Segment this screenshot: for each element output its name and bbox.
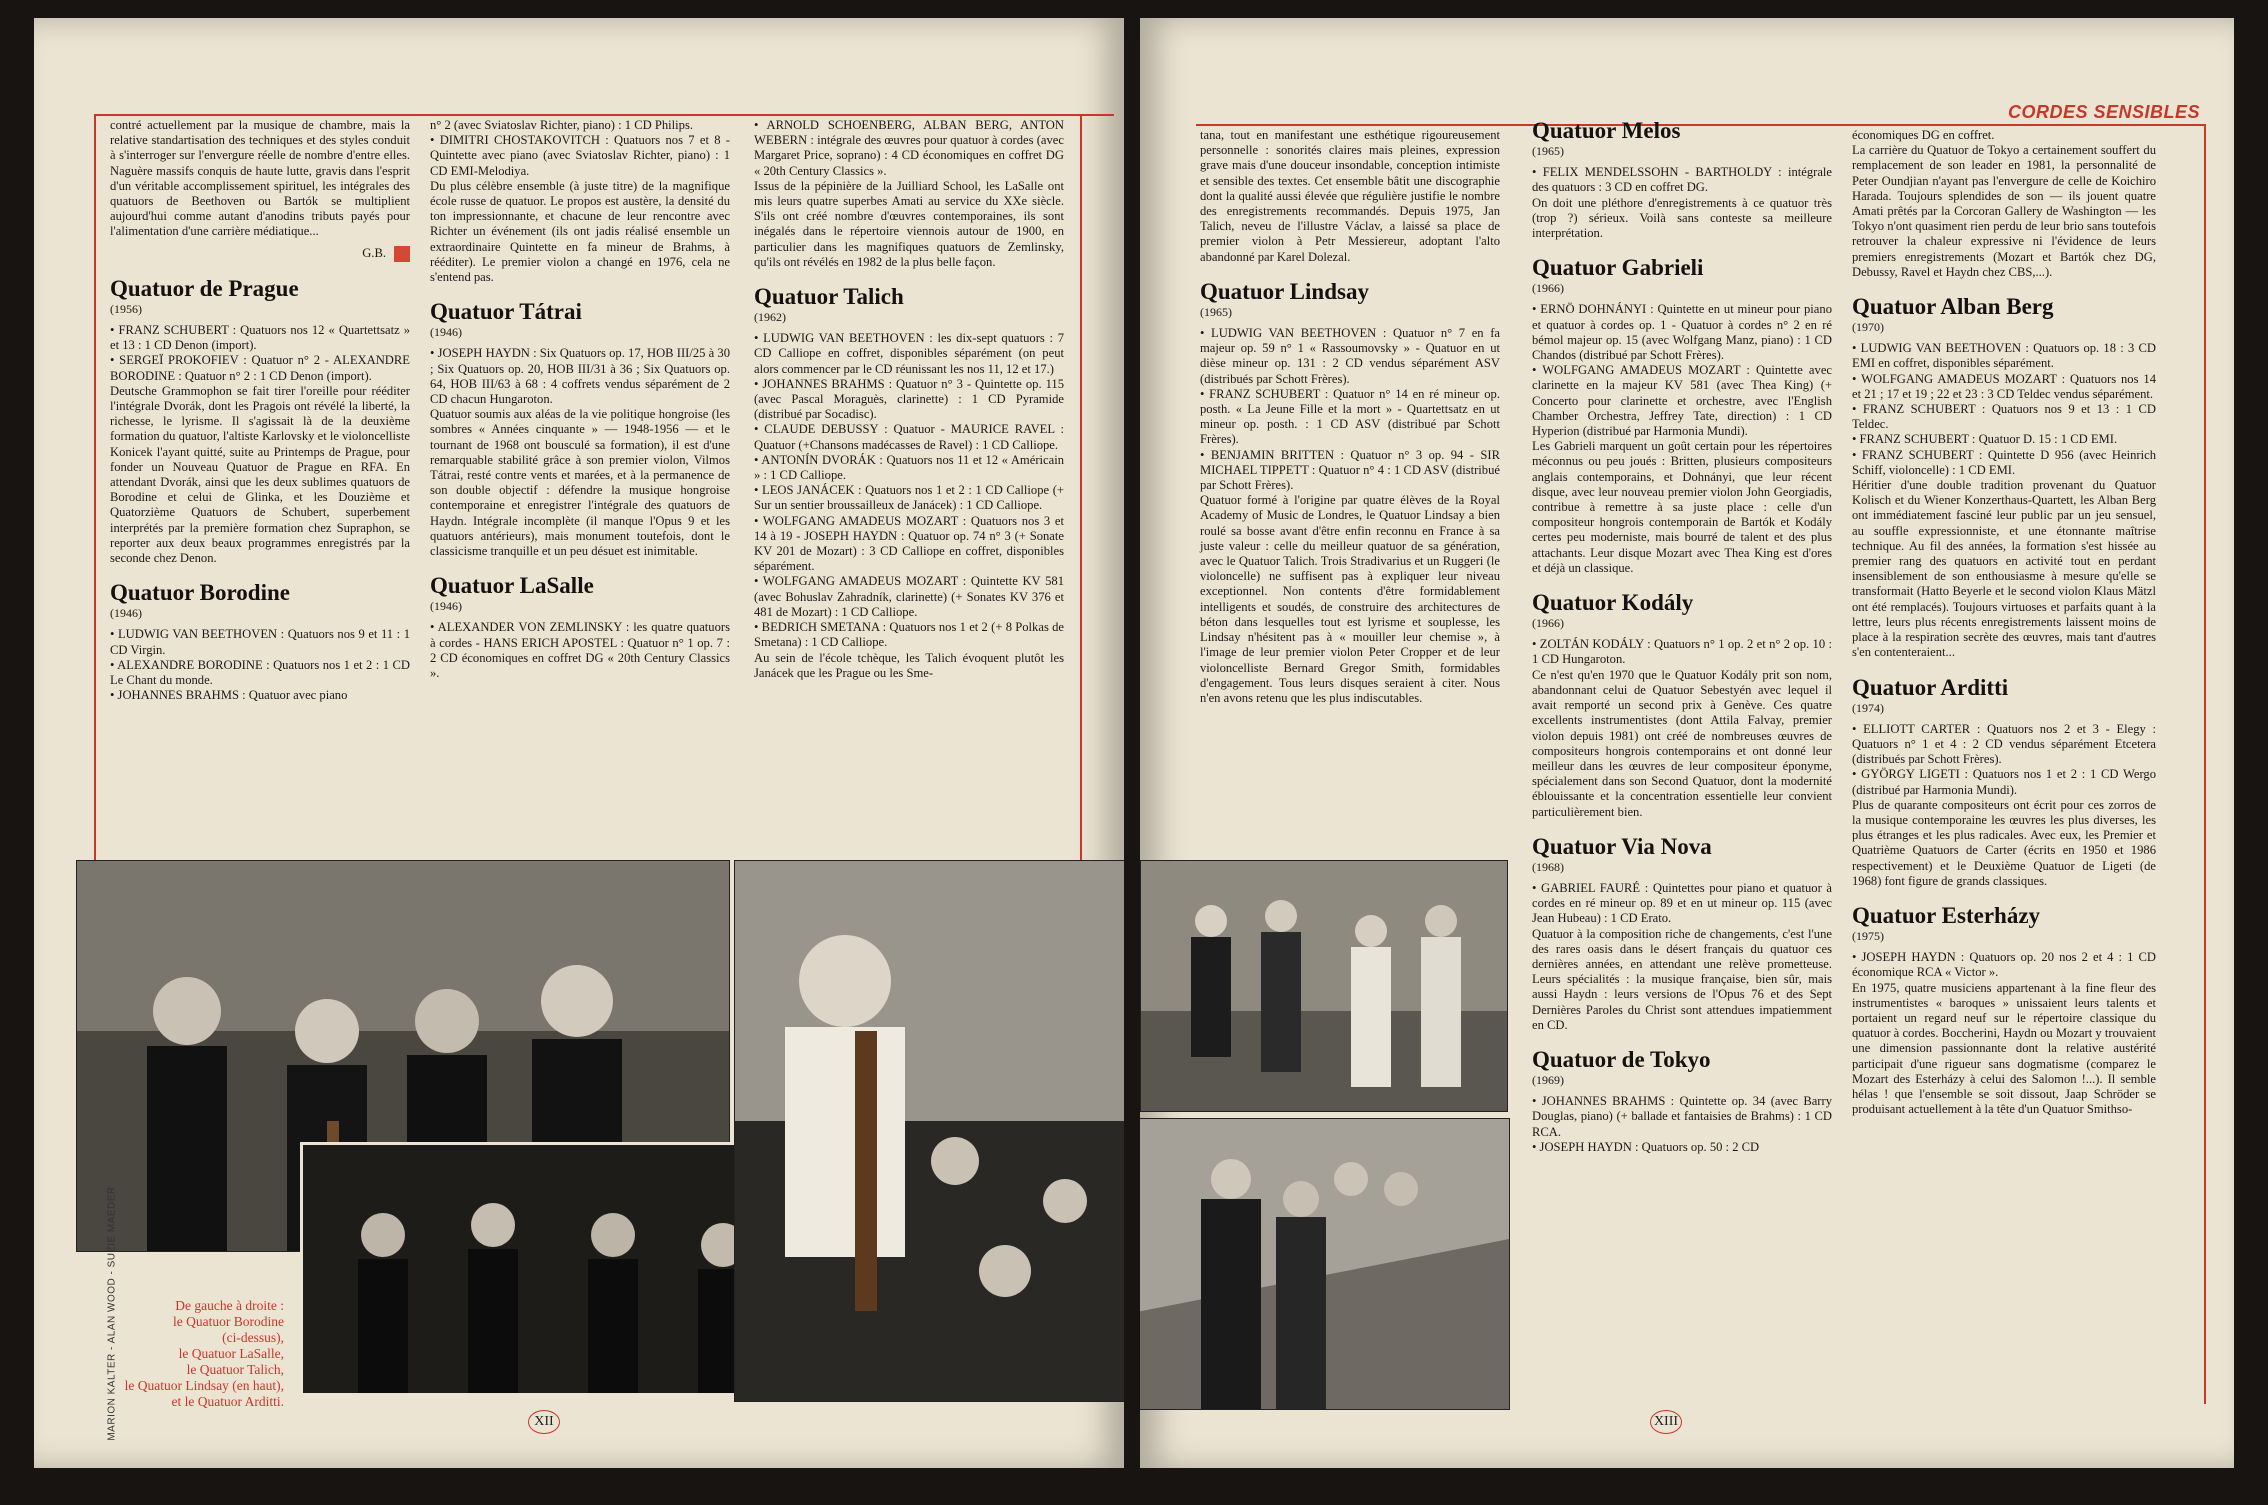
end-square-icon — [394, 246, 410, 262]
esterhazy-body: En 1975, quatre musiciens appartenant à la fine fleur des instrumentistes « baroques » unissaient leurs talents et portaient un regard neuf sur le répertoire classique du quatuor à cordes. Boccherini, Haydn ou Mozart y trouvaient une dimension passionnante dont la relative austérité participait d'une rigueur sans dogmatisme (comparez le Mozart des Esterházy à celui des Salomon !...). Il semble hélas ! que l'ensemble se soit dissout, Jaap Schröder se produisant actuellement à la tête d'un Quatuor Smithso- — [1852, 980, 2156, 1117]
tokyo-body: La carrière du Quatuor de Tokyo a certainement souffert du remplacement de son leader en 1981, la personnalité de Peter Oundjian n'ayant pas l'envergure de celle de Koichiro Harada. Toujours splendides de son — ils jouent quatre Amati prêtés par la Corcoran Gallery de Washington — les Tokyo n'ont quasiment rien perdu de leur brio sans toutefois retrouver la chaleur expressive ni l'évidence de leurs premiers enregistrements (Mozart et Bartók chez DG, Debussy, Ravel et Haydn chez CBS,...). — [1852, 143, 2156, 279]
melos-year: (1965) — [1532, 144, 1564, 158]
tokyo-entry-2: • JOSEPH HAYDN : Quatuors op. 50 : 2 CD — [1532, 1139, 1760, 1154]
signature — [110, 246, 410, 262]
lindsay-entry-1: • LUDWIG VAN BEETHOVEN : Quatuor n° 7 en fa majeur op. 59 n° 1 « Rassoumovsky » - Quatuor en ut dièse mineur op. 131 : 2 CD vendus séparément ASV (distribués par Schott Frères). — [1200, 326, 1500, 386]
talich-year: (1962) — [754, 310, 786, 325]
signature-text: G.B. — [362, 245, 386, 260]
photo-caption — [104, 1298, 284, 1410]
melos-entry-1: • FELIX MENDELSSOHN - BARTHOLDY : intégrale des quatuors : 3 CD en coffret DG. — [1532, 165, 1832, 195]
lasalle-entry-1: • ALEXANDER VON ZEMLINSKY : les quatre quatuors à cordes - HANS ERICH APOSTEL : Quatuor n° 1 op. 7 : 2 CD économiques en coffret DG « 20th Century Classics ». — [430, 620, 730, 681]
col3-body: Issus de la pépinière de la Juilliard School, les LaSalle ont mis leurs quatre superbes Amati au service du XXe siècle. S'ils ont créé nombre d'œuvres contemporaines, ils sont inégalés dans le répertoire viennois autour de 1900, en particulier dans les magnifiques quatuors de Zemlinsky, qu'ils ont révélés en 1982 de la plus belle façon. — [754, 178, 1064, 269]
prague-entry-2: • SERGEÏ PROKOFIEV : Quatuor n° 2 - ALEXANDRE BORODINE : Quatuor n° 2 : 1 CD Denon (import). — [110, 353, 410, 383]
caption-line-6: le Quatuor Lindsay (en haut), — [124, 1378, 284, 1393]
gabrieli-title: Quatuor Gabrieli — [1532, 255, 1704, 281]
photo-talich-quartet — [734, 860, 1124, 1402]
intro-paragraph: contré actuellement par la musique de chambre, mais la relative standartisation des techniques et des styles conduit à s'interroger sur l'envergure réelle de nombre d'entre elles. Naguère massifs conquis de haute lutte, gravis dans l'esprit d'un véritable accomplissement spirituel, les intégrales des quatuors de Beethoven ou Bartók se multiplient aujourd'hui comme autant d'anodins tributs payés pour l'alimentation d'une carrière médiatique... — [110, 118, 410, 239]
tokyo-entry-1: • JOHANNES BRAHMS : Quintette op. 34 (avec Barry Douglas, piano) (+ ballade et fantaisies de Brahms) : 1 CD RCA. — [1532, 1094, 1832, 1139]
left-column-3 — [754, 118, 1064, 687]
kodaly-entry-1: • ZOLTÁN KODÁLY : Quatuors n° 1 op. 2 et n° 2 op. 10 : 1 CD Hungaroton. — [1532, 637, 1832, 667]
esterhazy-title: Quatuor Esterházy — [1852, 902, 2041, 928]
tatrai-entry-1: • JOSEPH HAYDN : Six Quatuors op. 17, HOB III/25 à 30 ; Six Quatuors op. 20, HOB III/31 à 36 ; Six Quatuors op. 64, HOB III/63 à 68 : 4 coffrets vendus séparément de 2 CD chacun Hungaroton. — [430, 346, 730, 407]
arditti-entry-2: • GYÖRGY LIGETI : Quatuors nos 1 et 2 : 1 CD Wergo (distribué par Harmonia Mundi). — [1852, 767, 2156, 797]
lindsay-title: Quatuor Lindsay — [1200, 278, 1369, 304]
alban-berg-entry-3: • FRANZ SCHUBERT : Quatuors nos 9 et 13 : 1 CD Teldec. — [1852, 402, 2156, 432]
right-rule-right — [2204, 124, 2206, 1404]
alban-berg-year: (1970) — [1852, 320, 1884, 335]
melos-body: On doit une pléthore d'enregistrements à ce quatuor très (trop ?) sérieux. Voilà sans conteste sa meilleure interprétation. — [1532, 195, 1832, 241]
col2-top: n° 2 (avec Sviatoslav Richter, piano) : 1 CD Philips. — [430, 118, 694, 132]
prague-entry-1: • FRANZ SCHUBERT : Quatuors nos 12 « Quartettsatz » et 13 : 1 CD Denon (import). — [110, 322, 410, 353]
lindsay-year: (1965) — [1200, 304, 1232, 319]
caption-line-2: le Quatuor Borodine — [173, 1314, 284, 1329]
lasalle-title: Quatuor LaSalle — [430, 573, 594, 599]
kodaly-year: (1966) — [1532, 616, 1564, 631]
arditti-entry-1: • ELLIOTT CARTER : Quatuors nos 2 et 3 - Elegy : Quatuors n° 1 et 4 : 2 CD vendus séparément Etcetera (distribués par Schott Frères). — [1852, 721, 2156, 767]
right-page — [1140, 18, 2234, 1468]
col2-entry-1: • DIMITRI CHOSTAKOVITCH : Quatuors nos 7 et 8 - Quintette avec piano (avec Sviatoslav Richter, piano) : 1 CD EMI-Melodiya. — [430, 133, 730, 178]
right-column-2 — [1532, 118, 1832, 1155]
alban-berg-entry-4: • FRANZ SCHUBERT : Quatuor D. 15 : 1 CD EMI. — [1852, 432, 2118, 447]
top-rule — [94, 114, 1114, 116]
left-rule — [94, 114, 96, 874]
talich-entry-5: • LEOS JANÁCEK : Quatuors nos 1 et 2 : 1 CD Calliope (+ Sur un sentier broussailleux de Janácek) : 1 CD Calliope. — [754, 483, 1064, 513]
tatrai-title: Quatuor Tátrai — [430, 299, 582, 325]
photo-arditti-quartet — [1140, 1118, 1510, 1410]
caption-line-3: (ci-dessus), — [222, 1330, 284, 1345]
caption-line-4: le Quatuor LaSalle, — [178, 1346, 284, 1361]
alban-berg-entry-1: • LUDWIG VAN BEETHOVEN : Quatuors op. 18 : 3 CD EMI en coffret, disponibles séparément. — [1852, 341, 2156, 371]
tatrai-year: (1946) — [430, 325, 462, 340]
arditti-body: Plus de quarante compositeurs ont écrit pour ces zorros de la musique contemporaine les œuvres les plus diverses, les plus étranges et les plus radicales. Avec eux, les Premier et Quatrième Quatuors de Carter (écrits en 1950 et 1986 respectivement) et le Deuxième Quatuor de Ligeti (de 1968) font figure de grands classiques. — [1852, 797, 2156, 888]
photo-borodine-playing — [300, 1142, 796, 1396]
gabrieli-body: Les Gabrieli marquent un goût certain pour les répertoires méconnus ou peu joués : Britten, plusieurs compositeurs anglais contemporains, et Dohnányi, que leur récent disque, avec leur nouveau premier violon John Georgiadis, contribue à remettre à sa juste place : celle d'un compositeur hongrois contemporain de Bartók et Kodály certes peu moderniste, mais bourré de talent et des plus attachants. Leur disque Mozart avec Thea King est d'ores et déjà un classique. — [1532, 439, 1832, 575]
photo-credit: MARION KALTER - ALAN WOOD - SUZIE MAEDER — [106, 1186, 118, 1441]
left-column-1 — [110, 118, 410, 703]
tokyo-continued: économiques DG en coffret. — [1852, 128, 1995, 142]
lasalle-year: (1946) — [430, 599, 462, 614]
talich-continued: tana, tout en manifestant une esthétique rigoureusement personnelle : sonorités claires mais pleines, expression grave mais d'une douceur insondable, conception intimiste et sensible des textes. Cet ensemble bâtit une discographie dont la qualité aussi élevée que régulière justifie le nombre des enregistrements recommandés. Depuis 1975, Jan Talich, neveu de l'illustre Václav, a laissé sa place de premier violon à Petr Messiereur, adoptant l'alto abandonné par Karel Dolezal. — [1200, 128, 1500, 264]
col3-entry-1: • ARNOLD SCHOENBERG, ALBAN BERG, ANTON WEBERN : intégrale des œuvres pour quatuor à cordes (avec Margaret Price, soprano) : 4 CD économiques en coffret DG « 20th Century Classics ». — [754, 118, 1064, 178]
tokyo-title: Quatuor de Tokyo — [1532, 1046, 1711, 1072]
talich-body: Au sein de l'école tchèque, les Talich évoquent plutôt les Janácek que les Prague ou les Sme- — [754, 650, 1064, 680]
tokyo-year: (1969) — [1532, 1072, 1564, 1087]
vianova-year: (1968) — [1532, 859, 1564, 874]
gabrieli-year: (1966) — [1532, 281, 1564, 296]
right-rule — [1080, 114, 1082, 874]
caption-line-7: et le Quatuor Arditti. — [171, 1394, 284, 1409]
alban-berg-title: Quatuor Alban Berg — [1852, 294, 2054, 320]
alban-berg-body: Héritier d'une double tradition provenant du Quatuor Kolisch et du Wiener Konzerthaus-Quartett, les Alban Berg ont immédiatement fasciné leur public par un jeu sensuel, au souffle expressionniste, et une étonnante maîtrise technique. Au fil des années, la formation s'est hissée au premier rang des quatuors en activité tout en perdant insensiblement de son enthousiasme à mesure qu'elle se transformait (Hatto Beyerle et le second violon Klaus Mätzl ont été remplacés). Toujours virtuoses et parfaits quant à la lettre, leurs plus récents enregistrements laissent moins de place à la respiration secrète des œuvres, mais tant d'autres s'en contenteraient... — [1852, 478, 2156, 660]
kodaly-title: Quatuor Kodály — [1532, 590, 1694, 616]
talich-entry-8: • BEDRICH SMETANA : Quatuors nos 1 et 2 (+ 8 Polkas de Smetana) : 1 CD Calliope. — [754, 620, 1064, 650]
talich-entry-7: • WOLFGANG AMADEUS MOZART : Quintette KV 581 (avec Bohuslav Zahradník, clarinette) (+ Sonates KV 376 et 481 de Mozart) : 1 CD Calliope. — [754, 574, 1064, 619]
esterhazy-year: (1975) — [1852, 928, 1884, 943]
photo-lindsay-quartet — [1140, 860, 1508, 1112]
left-column-2 — [430, 118, 730, 681]
alban-berg-entry-5: • FRANZ SCHUBERT : Quintette D 956 (avec Heinrich Schiff, violoncelle) : 1 CD EMI. — [1852, 447, 2156, 477]
vianova-entry-1: • GABRIEL FAURÉ : Quintettes pour piano et quatuor à cordes en ré mineur op. 89 et en ut mineur op. 115 (avec Jean Hubeau) : 1 CD Erato. — [1532, 880, 1832, 926]
alban-berg-entry-2: • WOLFGANG AMADEUS MOZART : Quatuors nos 14 et 21 ; 17 et 19 ; 22 et 23 : 3 CD Teldec vendus séparément. — [1852, 371, 2156, 401]
vianova-body: Quatuor à la composition riche de changements, c'est l'une des rares oasis dans le désert français du quatuor ces dernières années, en attendant une relève prometteuse. Leurs spécialités : la musique française, bien sûr, mais aussi Haydn : leurs versions de l'Opus 76 et des Sept Dernières Paroles du Christ sont attendues impatiemment en CD. — [1532, 926, 1832, 1032]
lindsay-entry-3: • BENJAMIN BRITTEN : Quatuor n° 3 op. 94 - SIR MICHAEL TIPPETT : Quatuor n° 4 : 1 CD ASV (distribué par Schott Frères). — [1200, 447, 1500, 493]
borodine-entry-1: • LUDWIG VAN BEETHOVEN : Quatuors nos 9 et 11 : 1 CD Virgin. — [110, 627, 410, 657]
page-number-right: XIII — [1650, 1410, 1682, 1434]
melos-title: Quatuor Melos — [1532, 118, 1681, 143]
prague-body: Deutsche Grammophon se fait tirer l'oreille pour rééditer l'intégrale Dvorák, dont les Pragois ont révélé la liberté, la richesse, le lyrisme. Il s'agissait là de la deuxième formation du quatuor, l'altiste Karlovsky et le violoncelliste Konicek l'ayant quitté, suite au Printemps de Prague, pour fonder un Nouveau Quatuor de Prague en RFA. En attendant Dvorák, ainsi que les deux sublimes quatuors de Borodine et celui de Glinka, et les Douzième et Quatorzième Quatuors de Schubert, superbement interprétés par la première formation chez Supraphon, se reporter aux deux beaux programmes enregistrés par la seconde chez Denon. — [110, 383, 410, 565]
caption-line-1: De gauche à droite : — [175, 1298, 284, 1313]
right-column-3 — [1852, 128, 2156, 1123]
lindsay-body: Quatuor formé à l'origine par quatre élèves de la Royal Academy of Music de Londres, le Quatuor Lindsay a bien roulé sa bosse avant d'être enfin reconnu en France à sa juste valeur : celle du meilleur quatuor de sa génération, avec le Quatuor Talich. Trois Stradivarius et un Ruggeri (le violoncelle) ne suffisent pas à expliquer leur niveau exceptionnel. Non contents d'être formidablement intelligents et soudés, de construire des architectures de béton dans lesquelles tout est lyrisme et souplesse, les Lindsay n'hésitent pas à « mouiller leur chemise », à l'image de leur premier violon Peter Cropper et de leur violoncelliste Bernard Gregor Smith, formidables d'engagement. Tous leurs disques seraient à citer. Nous n'en avons retenu que les plus indiscutables. — [1200, 493, 1500, 705]
arditti-year: (1974) — [1852, 700, 1884, 715]
lindsay-entry-2: • FRANZ SCHUBERT : Quatuor n° 14 en ré mineur op. posth. « La Jeune Fille et la mort » - Quartettsatz en ut mineur op. posth. : 1 CD ASV (distribué par Schott Frères). — [1200, 386, 1500, 447]
left-page — [34, 18, 1124, 1468]
talich-entry-4: • ANTONÍN DVORÁK : Quatuors nos 11 et 12 « Américain » : 1 CD Calliope. — [754, 452, 1064, 483]
borodine-year: (1946) — [110, 606, 142, 621]
tatrai-body: Quatuor soumis aux aléas de la vie politique hongroise (les sombres « Années cinquante » — 1948-1956 — et le tournant de 1968 ont bousculé sa formation), il est d'une remarquable stabilité grâce à son premier violon, Vilmos Tátrai, resté contre vents et marées, et à la permanence de son double objectif : défendre la musique hongroise contemporaine et enregistrer l'intégrale des quatuors de Haydn. Intégrale incomplète (il manque l'Opus 9 et les quatuors antérieurs), mais monument toutefois, dont le classicisme tranquille et un peu désuet est inimitable. — [430, 407, 730, 559]
borodine-entry-3: • JOHANNES BRAHMS : Quatuor avec piano — [110, 688, 348, 703]
talich-title: Quatuor Talich — [754, 284, 904, 310]
esterhazy-entry-1: • JOSEPH HAYDN : Quatuors op. 20 nos 2 et 4 : 1 CD économique RCA « Victor ». — [1852, 950, 2156, 980]
kodaly-body: Ce n'est qu'en 1970 que le Quatuor Kodály prit son nom, abandonnant celui de Quatuor Sebestyén avec lequel il avait remporté un second prix à Genève. Ces quatre excellents instrumentistes (dont Attila Falvay, premier violon depuis 1981) ont créé de nombreuses œuvres de compositeurs hongrois contemporains et ont donné leur meilleur dans les œuvres de leur compositeur éponyme, spécialement dans son Second Quatuor, dont la modernité éblouissante et la concentration essentielle leur convient particulièrement bien. — [1532, 667, 1832, 819]
right-column-1 — [1200, 128, 1500, 712]
borodine-title: Quatuor Borodine — [110, 580, 290, 606]
vianova-title: Quatuor Via Nova — [1532, 833, 1712, 859]
talich-entry-2: • JOHANNES BRAHMS : Quatuor n° 3 - Quintette op. 115 (avec Pascal Moraguès, clarinette) : 1 CD Pyramide (distribué par Socadisc). — [754, 376, 1064, 422]
gabrieli-entry-1: • ERNÖ DOHNÁNYI : Quintette en ut mineur pour piano et quatuor à cordes op. 1 - Quatuor à cordes n° 2 en ré bémol majeur op. 15 (avec Wolfgang Manz, piano) : 1 CD Chandos (distribué par Schott Frères). — [1532, 302, 1832, 363]
talich-entry-1: • LUDWIG VAN BEETHOVEN : les dix-sept quatuors : 7 CD Calliope en coffret, disponibles séparément (on peut alors commencer par le CD réunissant les nos 11, 12 et 17.) — [754, 331, 1064, 376]
arditti-title: Quatuor Arditti — [1852, 674, 2009, 700]
col2-body: Du plus célèbre ensemble (à juste titre) de la magnifique école russe de quatuor. Le propos est austère, la densité du ton impressionnante, et chacune de leur rencontre avec Richter un événement (ils ont jadis réalisé ensemble un extraordinaire Quintette en fa mineur de Brahms, à rééditer). Le premier violon a changé en 1976, cela ne s'entend pas. — [430, 178, 730, 285]
prague-title: Quatuor de Prague — [110, 275, 299, 301]
talich-entry-6: • WOLFGANG AMADEUS MOZART : Quatuors nos 3 et 14 à 19 - JOSEPH HAYDN : Quatuor op. 74 n° 3 (+ Sonate KV 201 de Mozart) : 3 CD Calliope en coffret, disponibles séparément. — [754, 513, 1064, 574]
gabrieli-entry-2: • WOLFGANG AMADEUS MOZART : Quintette avec clarinette en la majeur KV 581 (avec Thea King) (+ Concerto pour clarinette et orchestre, avec l'English Chamber Orchestra, Jeffrey Tate, direction) : 1 CD Hyperion (distribué par Harmonia Mundi). — [1532, 363, 1832, 439]
page-number-left: XII — [528, 1410, 560, 1434]
prague-year: (1956) — [110, 301, 142, 316]
borodine-entry-2: • ALEXANDRE BORODINE : Quatuors nos 1 et 2 : 1 CD Le Chant du monde. — [110, 657, 410, 687]
caption-line-5: le Quatuor Talich, — [186, 1362, 284, 1377]
talich-entry-3: • CLAUDE DEBUSSY : Quatuor - MAURICE RAVEL : Quatuor (+Chansons madécasses de Ravel) : 1 CD Calliope. — [754, 422, 1064, 452]
section-header: CORDES SENSIBLES — [2007, 102, 2200, 122]
